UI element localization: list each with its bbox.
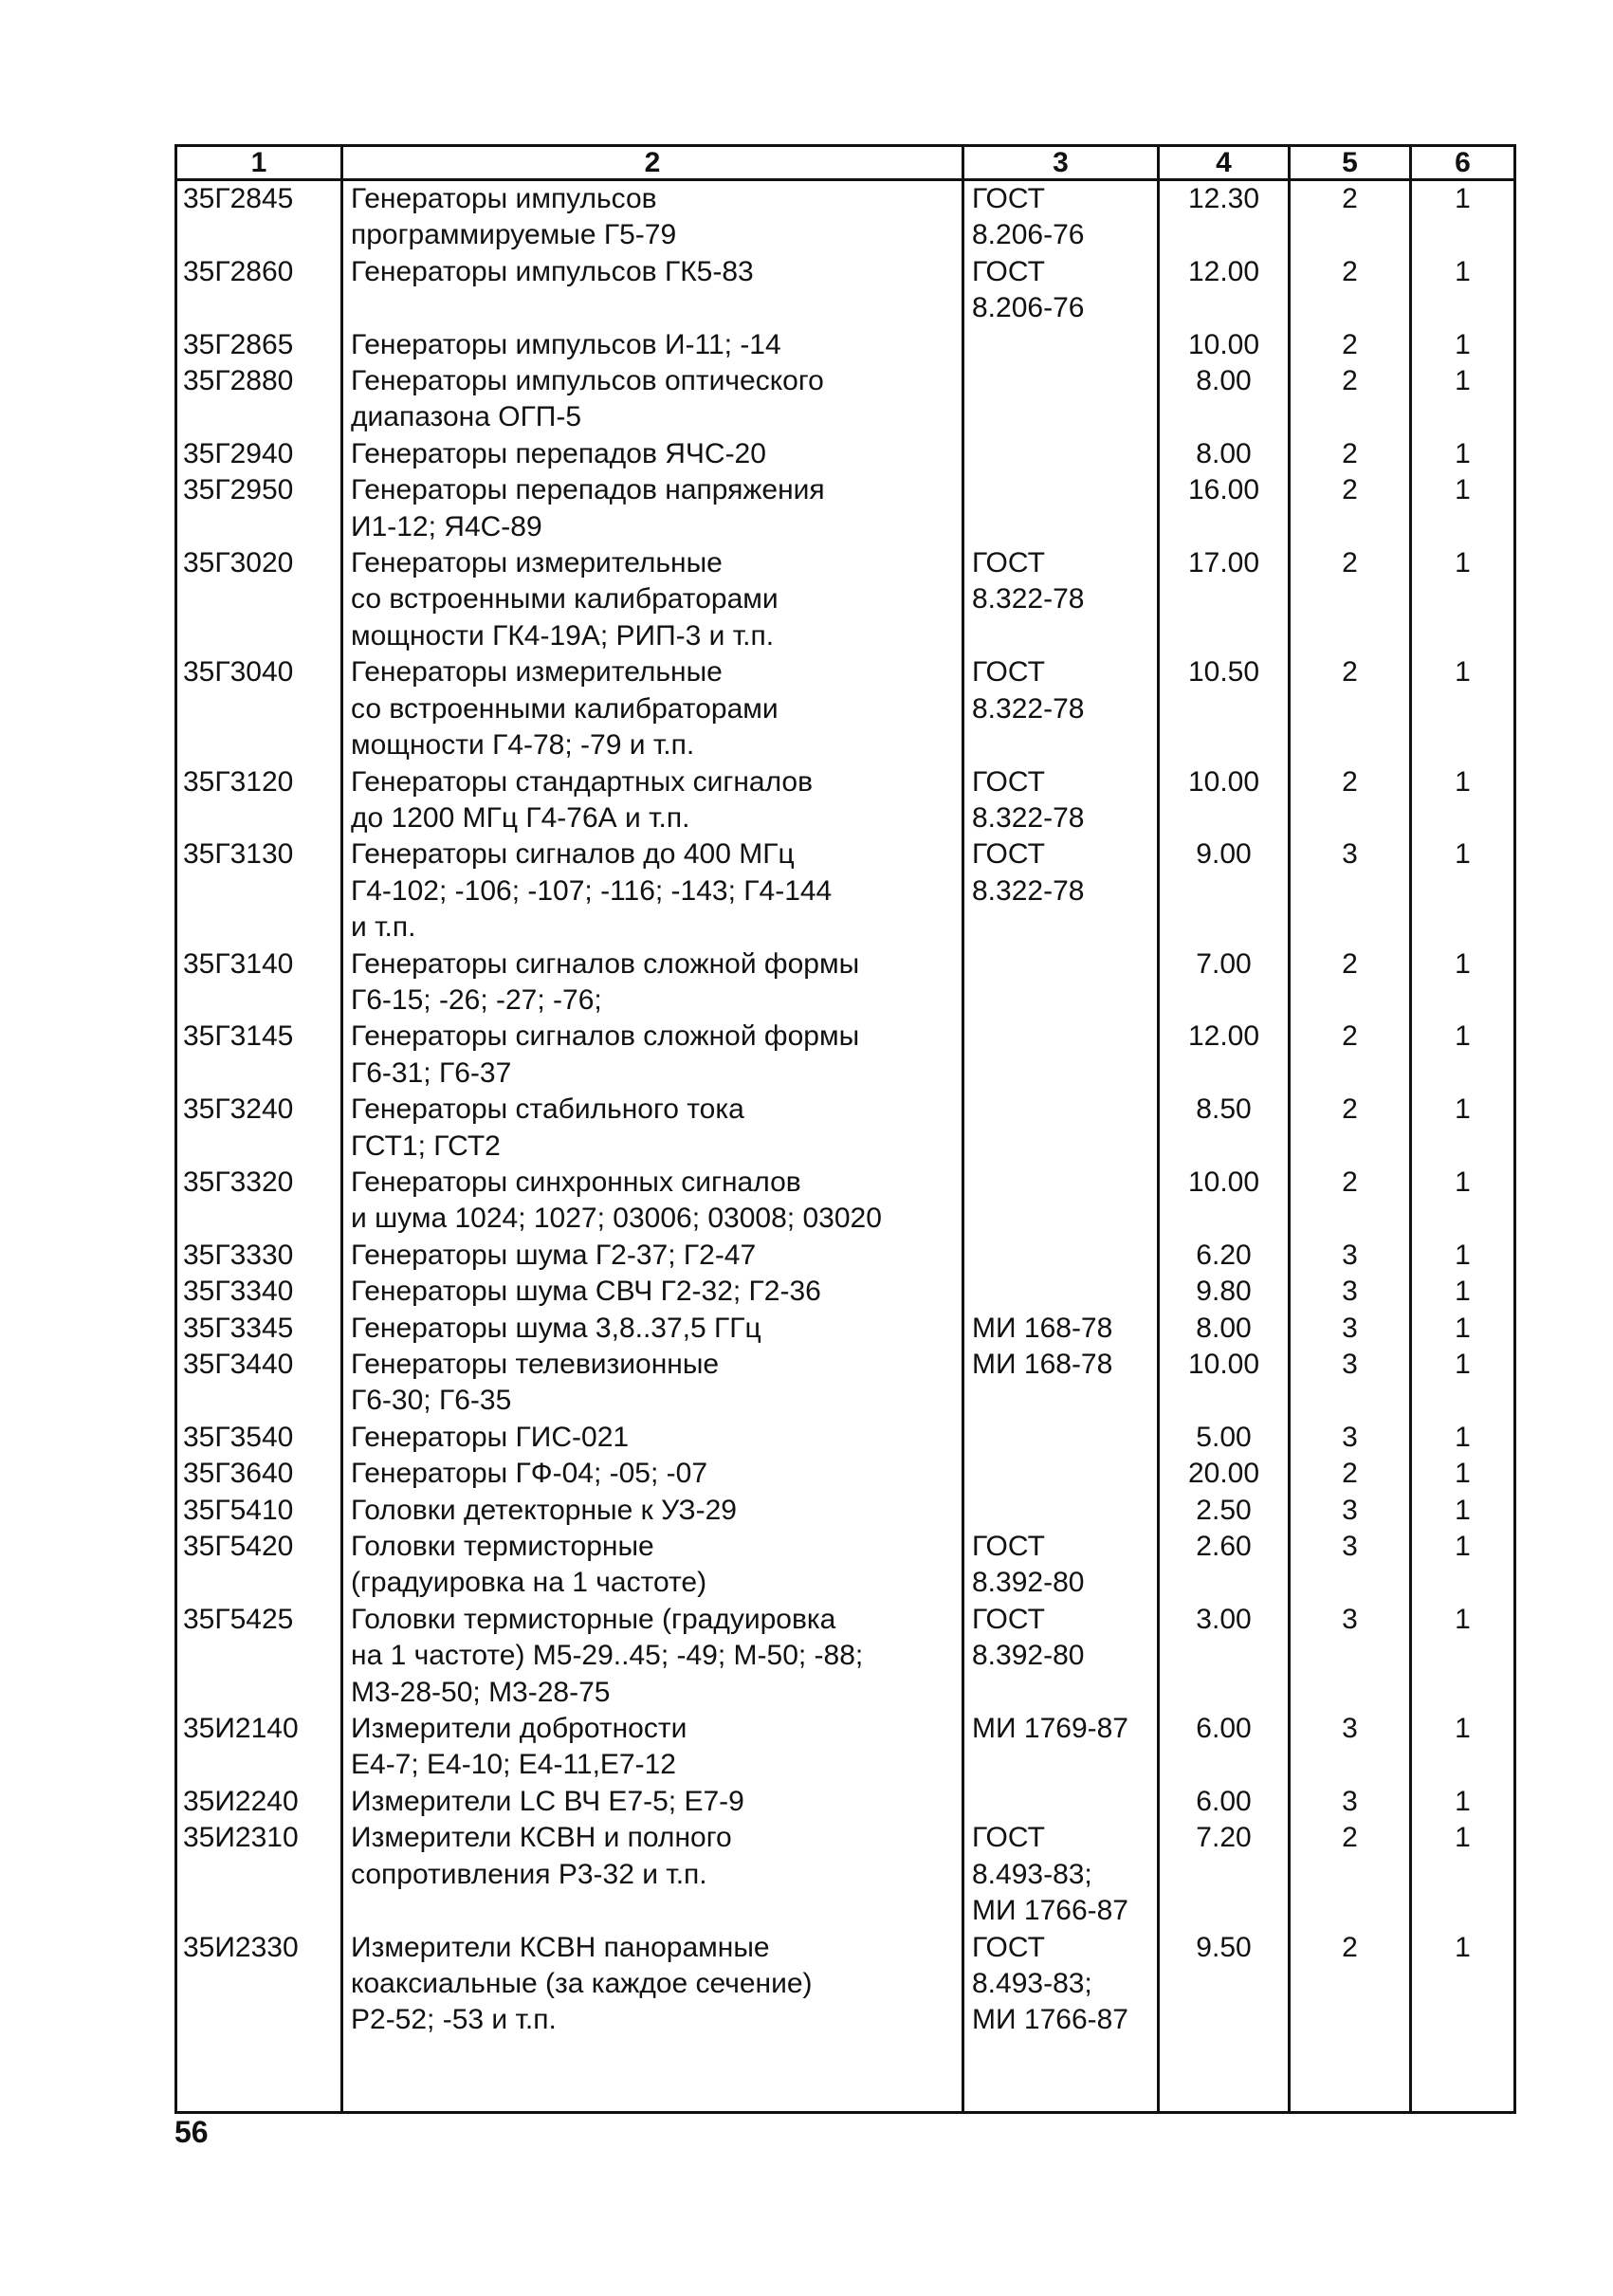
item-code: 35Г2950	[176, 472, 342, 545]
item-standard	[963, 1165, 1159, 1238]
item-price: 16.00	[1159, 472, 1290, 545]
column-header: 3	[963, 146, 1159, 180]
item-price: 7.00	[1159, 946, 1290, 1019]
table-row	[176, 946, 1515, 1019]
table-filler-row	[176, 2039, 1515, 2113]
item-code: 35Г5410	[176, 1493, 342, 1529]
item-code: 35Г3340	[176, 1274, 342, 1310]
table-row	[176, 327, 1515, 363]
item-name: Генераторы перепадов напряжения И1-12; Я4С-89	[342, 472, 963, 545]
table-row	[176, 1274, 1515, 1310]
table-row	[176, 1019, 1515, 1092]
item-code: 35Г3040	[176, 654, 342, 763]
item-name: Генераторы импульсов И-11; -14	[342, 327, 963, 363]
item-code: 35Г3540	[176, 1420, 342, 1456]
item-price: 9.80	[1159, 1274, 1290, 1310]
item-col5: 2	[1290, 764, 1411, 837]
item-col6: 1	[1411, 1092, 1515, 1165]
item-col5: 2	[1290, 327, 1411, 363]
item-standard: ГОСТ 8.392-80	[963, 1529, 1159, 1602]
item-col5: 2	[1290, 436, 1411, 472]
item-col6: 1	[1411, 1311, 1515, 1347]
item-standard	[963, 1092, 1159, 1165]
item-name: Генераторы сигналов сложной формы Г6-15; -26; -27; -76;	[342, 946, 963, 1019]
item-standard: ГОСТ 8.322-78	[963, 836, 1159, 946]
table-row	[176, 180, 1515, 254]
item-price: 17.00	[1159, 545, 1290, 654]
item-col5: 2	[1290, 472, 1411, 545]
table-row	[176, 764, 1515, 837]
item-col5: 2	[1290, 1456, 1411, 1492]
item-price: 5.00	[1159, 1420, 1290, 1456]
item-name: Генераторы измерительные со встроенными калибраторами мощности ГК4-19А; РИП-3 и т.п.	[342, 545, 963, 654]
item-name: Измерители КСВН панорамные коаксиальные (за каждое сечение) Р2-52; -53 и т.п.	[342, 1930, 963, 2039]
item-code: 35Г5425	[176, 1602, 342, 1711]
item-standard	[963, 436, 1159, 472]
item-name: Генераторы измерительные со встроенными калибраторами мощности Г4-78; -79 и т.п.	[342, 654, 963, 763]
item-standard: МИ 168-78	[963, 1311, 1159, 1347]
empty-cell	[342, 2039, 963, 2113]
item-code: 35Г3240	[176, 1092, 342, 1165]
item-code: 35Г3345	[176, 1311, 342, 1347]
item-code: 35И2140	[176, 1711, 342, 1784]
item-col6: 1	[1411, 1784, 1515, 1820]
item-code: 35Г3330	[176, 1238, 342, 1274]
item-code: 35И2240	[176, 1784, 342, 1820]
item-price: 2.60	[1159, 1529, 1290, 1602]
item-col6: 1	[1411, 1420, 1515, 1456]
item-standard: ГОСТ 8.493-83; МИ 1766-87	[963, 1820, 1159, 1929]
item-col6: 1	[1411, 1711, 1515, 1784]
item-name: Генераторы телевизионные Г6-30; Г6-35	[342, 1347, 963, 1420]
item-col6: 1	[1411, 1930, 1515, 2039]
table-row	[176, 1165, 1515, 1238]
item-col6: 1	[1411, 1274, 1515, 1310]
item-col6: 1	[1411, 436, 1515, 472]
item-price: 10.00	[1159, 764, 1290, 837]
table-header	[176, 146, 1515, 180]
table-row	[176, 836, 1515, 946]
item-standard: ГОСТ 8.322-78	[963, 654, 1159, 763]
item-standard	[963, 1420, 1159, 1456]
item-standard	[963, 946, 1159, 1019]
item-price: 2.50	[1159, 1493, 1290, 1529]
item-col5: 3	[1290, 1311, 1411, 1347]
item-code: 35Г3440	[176, 1347, 342, 1420]
item-col6: 1	[1411, 327, 1515, 363]
item-col6: 1	[1411, 1238, 1515, 1274]
item-col5: 2	[1290, 180, 1411, 254]
empty-cell	[1159, 2039, 1290, 2113]
item-col6: 1	[1411, 545, 1515, 654]
item-price: 10.00	[1159, 1347, 1290, 1420]
item-col5: 3	[1290, 1711, 1411, 1784]
item-col6: 1	[1411, 764, 1515, 837]
table-row	[176, 654, 1515, 763]
item-price: 3.00	[1159, 1602, 1290, 1711]
item-price: 10.00	[1159, 1165, 1290, 1238]
item-col6: 1	[1411, 836, 1515, 946]
item-standard	[963, 1019, 1159, 1092]
item-code: 35Г3020	[176, 545, 342, 654]
table-row	[176, 1602, 1515, 1711]
item-price: 9.00	[1159, 836, 1290, 946]
item-standard: ГОСТ 8.493-83; МИ 1766-87	[963, 1930, 1159, 2039]
item-price: 8.50	[1159, 1092, 1290, 1165]
item-col5: 2	[1290, 254, 1411, 327]
item-code: 35И2310	[176, 1820, 342, 1929]
item-code: 35Г2860	[176, 254, 342, 327]
table-row	[176, 1420, 1515, 1456]
item-col6: 1	[1411, 1493, 1515, 1529]
item-col5: 3	[1290, 1529, 1411, 1602]
item-name: Генераторы шума Г2-37; Г2-47	[342, 1238, 963, 1274]
item-price: 6.20	[1159, 1238, 1290, 1274]
item-standard	[963, 1456, 1159, 1492]
table-row	[176, 1820, 1515, 1929]
item-name: Генераторы синхронных сигналов и шума 1024; 1027; 03006; 03008; 03020	[342, 1165, 963, 1238]
item-col6: 1	[1411, 1347, 1515, 1420]
item-name: Генераторы ГИС-021	[342, 1420, 963, 1456]
item-price: 7.20	[1159, 1820, 1290, 1929]
item-code: 35Г2865	[176, 327, 342, 363]
column-header: 1	[176, 146, 342, 180]
page-number: 56	[174, 2115, 209, 2149]
table-row	[176, 1711, 1515, 1784]
table-body	[176, 180, 1515, 2113]
item-price: 10.50	[1159, 654, 1290, 763]
item-name: Генераторы сигналов сложной формы Г6-31; Г6-37	[342, 1019, 963, 1092]
empty-cell	[1290, 2039, 1411, 2113]
item-col5: 3	[1290, 1420, 1411, 1456]
item-price: 10.00	[1159, 327, 1290, 363]
item-price: 12.00	[1159, 254, 1290, 327]
table-row	[176, 1784, 1515, 1820]
item-standard: МИ 1769-87	[963, 1711, 1159, 1784]
item-col5: 2	[1290, 363, 1411, 436]
item-col5: 2	[1290, 946, 1411, 1019]
item-col5: 2	[1290, 545, 1411, 654]
item-standard	[963, 1274, 1159, 1310]
item-col5: 2	[1290, 654, 1411, 763]
table-row	[176, 1092, 1515, 1165]
item-code: 35Г3640	[176, 1456, 342, 1492]
table-row	[176, 472, 1515, 545]
item-col5: 2	[1290, 1019, 1411, 1092]
item-name: Генераторы ГФ-04; -05; -07	[342, 1456, 963, 1492]
item-col6: 1	[1411, 1019, 1515, 1092]
table-row	[176, 1238, 1515, 1274]
item-standard: МИ 168-78	[963, 1347, 1159, 1420]
item-standard	[963, 1493, 1159, 1529]
item-price: 12.30	[1159, 180, 1290, 254]
item-col6: 1	[1411, 472, 1515, 545]
item-price: 6.00	[1159, 1784, 1290, 1820]
table-row	[176, 1456, 1515, 1492]
table-row	[176, 363, 1515, 436]
item-col5: 3	[1290, 1238, 1411, 1274]
item-code: 35Г3120	[176, 764, 342, 837]
table-row	[176, 1311, 1515, 1347]
item-price: 8.00	[1159, 436, 1290, 472]
item-col6: 1	[1411, 1602, 1515, 1711]
table-row	[176, 1930, 1515, 2039]
item-col5: 3	[1290, 836, 1411, 946]
item-price: 9.50	[1159, 1930, 1290, 2039]
item-name: Генераторы импульсов ГК5-83	[342, 254, 963, 327]
item-col5: 2	[1290, 1820, 1411, 1929]
item-name: Генераторы перепадов ЯЧС-20	[342, 436, 963, 472]
item-name: Измерители LC ВЧ Е7-5; Е7-9	[342, 1784, 963, 1820]
item-standard	[963, 363, 1159, 436]
item-code: 35Г3320	[176, 1165, 342, 1238]
item-name: Головки термисторные (градуировка на 1 частоте)	[342, 1529, 963, 1602]
item-col5: 3	[1290, 1602, 1411, 1711]
item-standard: ГОСТ 8.206-76	[963, 254, 1159, 327]
item-name: Генераторы импульсов программируемые Г5-79	[342, 180, 963, 254]
table-row	[176, 1529, 1515, 1602]
item-col5: 3	[1290, 1347, 1411, 1420]
header-row	[176, 146, 1515, 180]
item-name: Генераторы стандартных сигналов до 1200 МГц Г4-76А и т.п.	[342, 764, 963, 837]
item-price: 20.00	[1159, 1456, 1290, 1492]
item-price: 12.00	[1159, 1019, 1290, 1092]
item-col6: 1	[1411, 1529, 1515, 1602]
table-row	[176, 254, 1515, 327]
item-col5: 2	[1290, 1092, 1411, 1165]
item-standard: ГОСТ 8.392-80	[963, 1602, 1159, 1711]
column-header: 2	[342, 146, 963, 180]
item-col6: 1	[1411, 254, 1515, 327]
item-code: 35Г5420	[176, 1529, 342, 1602]
item-name: Генераторы стабильного тока ГСТ1; ГСТ2	[342, 1092, 963, 1165]
item-price: 8.00	[1159, 363, 1290, 436]
item-col6: 1	[1411, 363, 1515, 436]
item-code: 35Г3145	[176, 1019, 342, 1092]
item-price: 6.00	[1159, 1711, 1290, 1784]
item-col5: 3	[1290, 1493, 1411, 1529]
item-code: 35Г2940	[176, 436, 342, 472]
table-row	[176, 545, 1515, 654]
empty-cell	[176, 2039, 342, 2113]
item-standard: ГОСТ 8.206-76	[963, 180, 1159, 254]
table-row	[176, 1493, 1515, 1529]
item-standard	[963, 472, 1159, 545]
item-col6: 1	[1411, 946, 1515, 1019]
item-name: Измерители добротности Е4-7; Е4-10; Е4-11,Е7-12	[342, 1711, 963, 1784]
empty-cell	[1411, 2039, 1515, 2113]
item-col5: 3	[1290, 1784, 1411, 1820]
item-col5: 2	[1290, 1165, 1411, 1238]
item-standard: ГОСТ 8.322-78	[963, 545, 1159, 654]
table-row	[176, 1347, 1515, 1420]
item-col5: 2	[1290, 1930, 1411, 2039]
item-name: Головки термисторные (градуировка на 1 частоте) М5-29..45; -49; М-50; -88; М3-28-50; М3-28-75	[342, 1602, 963, 1711]
item-name: Генераторы сигналов до 400 МГц Г4-102; -106; -107; -116; -143; Г4-144 и т.п.	[342, 836, 963, 946]
item-name: Генераторы шума СВЧ Г2-32; Г2-36	[342, 1274, 963, 1310]
empty-cell	[963, 2039, 1159, 2113]
item-code: 35Г3130	[176, 836, 342, 946]
item-name: Головки детекторные к УЗ-29	[342, 1493, 963, 1529]
item-name: Генераторы шума 3,8..37,5 ГГц	[342, 1311, 963, 1347]
item-name: Измерители КСВН и полного сопротивления Р3-32 и т.п.	[342, 1820, 963, 1929]
item-code: 35Г2880	[176, 363, 342, 436]
column-header: 5	[1290, 146, 1411, 180]
item-col6: 1	[1411, 180, 1515, 254]
item-code: 35И2330	[176, 1930, 342, 2039]
item-price: 8.00	[1159, 1311, 1290, 1347]
item-standard	[963, 327, 1159, 363]
price-table	[174, 144, 1516, 2114]
item-standard	[963, 1784, 1159, 1820]
item-col6: 1	[1411, 1165, 1515, 1238]
item-col6: 1	[1411, 654, 1515, 763]
item-code: 35Г3140	[176, 946, 342, 1019]
item-standard: ГОСТ 8.322-78	[963, 764, 1159, 837]
item-col6: 1	[1411, 1820, 1515, 1929]
item-name: Генераторы импульсов оптического диапазона ОГП-5	[342, 363, 963, 436]
item-code: 35Г2845	[176, 180, 342, 254]
item-col5: 3	[1290, 1274, 1411, 1310]
item-col6: 1	[1411, 1456, 1515, 1492]
column-header: 6	[1411, 146, 1515, 180]
column-header: 4	[1159, 146, 1290, 180]
table-row	[176, 436, 1515, 472]
item-standard	[963, 1238, 1159, 1274]
